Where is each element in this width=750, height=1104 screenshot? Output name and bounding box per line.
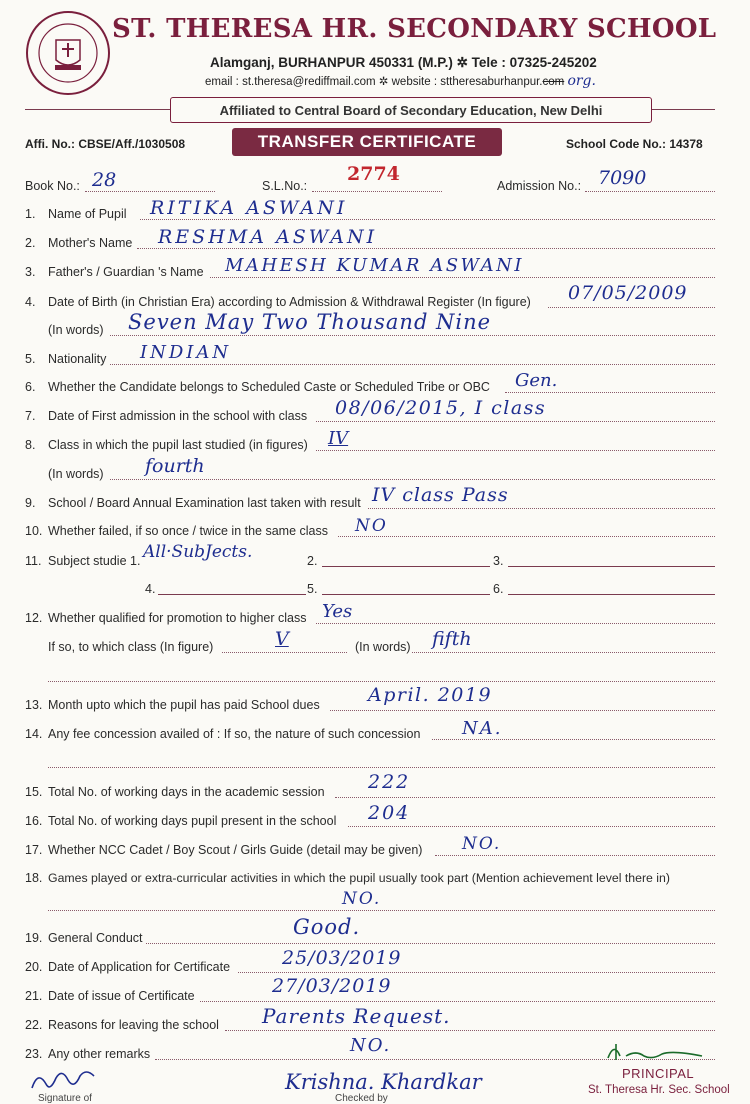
- f21-line: [200, 1001, 715, 1002]
- f23-value: NO.: [350, 1035, 392, 1056]
- sl-label: S.L.No.:: [262, 179, 308, 193]
- f12-words-value: fifth: [432, 628, 472, 650]
- principal-school: St. Theresa Hr. Sec. School: [588, 1084, 730, 1096]
- f3-label: Father's / Guardian 's Name: [48, 265, 204, 279]
- f11-n4: 4.: [145, 582, 156, 596]
- f10-value: NO: [355, 516, 388, 536]
- f11-label: Subject studie 1.: [48, 554, 141, 568]
- f11-line3: [508, 566, 715, 567]
- f20-line: [238, 972, 715, 973]
- f22-num: 22.: [25, 1018, 43, 1032]
- f4-words-line: [110, 335, 715, 336]
- f1-label: Name of Pupil: [48, 207, 127, 221]
- f22-line: [225, 1030, 715, 1031]
- f17-label: Whether NCC Cadet / Boy Scout / Girls Guide (detail may be given): [48, 843, 423, 857]
- f1-value: RITIKA ASWANI: [150, 197, 348, 219]
- f16-label: Total No. of working days pupil present in the school: [48, 814, 337, 828]
- f15-num: 15.: [25, 785, 43, 799]
- f7-label: Date of First admission in the school with class: [48, 409, 308, 423]
- f10-label: Whether failed, if so once / twice in the same class: [48, 524, 328, 538]
- f20-value: 25/03/2019: [282, 947, 402, 969]
- book-label: Book No.:: [25, 179, 80, 193]
- f19-num: 19.: [25, 931, 43, 945]
- f2-line: [137, 248, 715, 249]
- f18-value: NO.: [342, 889, 382, 909]
- f23-label: Any other remarks: [48, 1047, 151, 1061]
- f16-value: 204: [368, 802, 411, 824]
- school-seal: [25, 10, 111, 96]
- f21-label: Date of issue of Certificate: [48, 989, 195, 1003]
- f18-line: [48, 910, 715, 911]
- f12-label: Whether qualified for promotion to higher class: [48, 611, 307, 625]
- f8-line: [316, 450, 715, 451]
- book-value: 28: [92, 169, 117, 191]
- f19-label: General Conduct: [48, 931, 143, 945]
- f12-value: Yes: [322, 601, 353, 622]
- school-address: Alamganj, BURHANPUR 450331 (M.P.) ✲ Tele : 07325-245202: [210, 55, 597, 70]
- f8-value: IV: [328, 428, 349, 449]
- adm-label: Admission No.:: [497, 179, 582, 193]
- f12-line: [316, 623, 715, 624]
- f12-words-line: [412, 652, 715, 653]
- f1-line: [140, 219, 715, 220]
- checked-by-signature: Krishna. Khardkar: [285, 1070, 482, 1094]
- f6-value: Gen.: [515, 370, 558, 391]
- f11-n3: 3.: [493, 554, 504, 568]
- f14-num: 14.: [25, 727, 43, 741]
- contact-text: email : st.theresa@rediffmail.com ✲ website : sttheresaburhanpur.: [205, 76, 543, 88]
- f11-num: 11.: [25, 554, 42, 568]
- sl-line: [312, 191, 442, 192]
- f12-sub-line: [222, 652, 347, 653]
- f11-line6: [508, 594, 715, 595]
- f10-num: 10.: [25, 524, 43, 538]
- f14-line: [432, 739, 715, 740]
- f11-n6: 6.: [493, 582, 504, 596]
- f20-label: Date of Application for Certificate: [48, 960, 231, 974]
- f13-line: [330, 710, 715, 711]
- f5-line: [110, 364, 715, 365]
- f13-label: Month upto which the pupil has paid School dues: [48, 698, 320, 712]
- f11-line2: [322, 566, 490, 567]
- f8-words-label: (In words): [48, 467, 104, 481]
- affiliation-box: Affiliated to Central Board of Secondary Education, New Delhi: [170, 97, 652, 123]
- f4-value: 07/05/2009: [568, 282, 688, 304]
- f11-n2: 2.: [307, 554, 318, 568]
- f11-n5: 5.: [307, 582, 318, 596]
- f21-num: 21.: [25, 989, 43, 1003]
- signature-label: Signature of: [38, 1093, 92, 1104]
- f15-value: 222: [368, 771, 411, 793]
- f13-num: 13.: [25, 698, 43, 712]
- f19-value: Good.: [293, 915, 361, 939]
- f17-value: NO.: [462, 834, 502, 854]
- f19-line: [146, 943, 715, 944]
- f12-sub-label: If so, to which class (In figure): [48, 640, 214, 654]
- f7-value: 08/06/2015, I class: [335, 397, 547, 419]
- f4-num: 4.: [25, 295, 36, 309]
- book-line: [85, 191, 215, 192]
- f11-line4: [158, 594, 306, 595]
- f2-value: RESHMA ASWANI: [158, 226, 378, 248]
- f12-num: 12.: [25, 611, 43, 625]
- f11-value: All·SubJects.: [143, 542, 253, 562]
- f18-num: 18.: [25, 871, 43, 885]
- f15-label: Total No. of working days in the academic session: [48, 785, 325, 799]
- signature-scribble-left: [28, 1066, 108, 1096]
- f12-words-label: (In words): [355, 640, 411, 654]
- f8-num: 8.: [25, 438, 36, 452]
- f9-line: [368, 508, 715, 509]
- affiliation-number: Affi. No.: CBSE/Aff./1030508: [25, 137, 186, 151]
- f9-value: IV class Pass: [372, 484, 509, 506]
- sl-value: 2774: [347, 163, 400, 185]
- f17-line: [435, 855, 715, 856]
- contact-strike: com: [542, 76, 565, 88]
- f4-line: [548, 307, 715, 308]
- f21-value: 27/03/2019: [272, 975, 392, 997]
- adm-line: [585, 191, 715, 192]
- f6-line: [505, 392, 715, 393]
- contact-hand: org.: [567, 73, 596, 89]
- f1-num: 1.: [25, 207, 36, 221]
- f4-words-value: Seven May Two Thousand Nine: [128, 310, 492, 334]
- f22-value: Parents Request.: [262, 1004, 451, 1028]
- f3-value: MAHESH KUMAR ASWANI: [225, 255, 524, 276]
- f18-label: Games played or extra-curricular activities in which the pupil usually took part (Mention achievement level there in): [48, 871, 670, 885]
- f12-extra-line: [48, 681, 715, 682]
- f15-line: [335, 797, 715, 798]
- f20-num: 20.: [25, 960, 43, 974]
- f17-num: 17.: [25, 843, 43, 857]
- f4-label: Date of Birth (in Christian Era) according to Admission & Withdrawal Register (In figure): [48, 295, 531, 309]
- f8-words-value: fourth: [145, 455, 205, 477]
- f5-num: 5.: [25, 352, 36, 366]
- principal-signature: [600, 1038, 710, 1066]
- f10-line: [338, 536, 715, 537]
- f22-label: Reasons for leaving the school: [48, 1018, 219, 1032]
- f2-label: Mother's Name: [48, 236, 133, 250]
- f3-num: 3.: [25, 265, 36, 279]
- certificate-title: TRANSFER CERTIFICATE: [232, 128, 502, 156]
- f9-num: 9.: [25, 496, 36, 510]
- school-contact: [205, 73, 596, 89]
- f13-value: April. 2019: [368, 684, 493, 706]
- f2-num: 2.: [25, 236, 36, 250]
- f16-num: 16.: [25, 814, 43, 828]
- f11-line5: [322, 594, 490, 595]
- f3-line: [210, 277, 715, 278]
- f9-label: School / Board Annual Examination last taken with result: [48, 496, 361, 510]
- f16-line: [348, 826, 715, 827]
- f12-sub-value: V: [275, 628, 289, 650]
- f7-num: 7.: [25, 409, 36, 423]
- f14-extra-line: [48, 767, 715, 768]
- f5-label: Nationality: [48, 352, 107, 366]
- f8-words-line: [110, 479, 715, 480]
- principal-title: PRINCIPAL: [622, 1066, 695, 1081]
- f4-words-label: (In words): [48, 323, 104, 337]
- checked-label: Checked by: [335, 1093, 388, 1104]
- f7-line: [316, 421, 715, 422]
- f14-label: Any fee concession availed of : If so, the nature of such concession: [48, 727, 421, 741]
- f6-num: 6.: [25, 380, 36, 394]
- f5-value: INDIAN: [140, 342, 232, 363]
- f8-label: Class in which the pupil last studied (in figures): [48, 438, 308, 452]
- school-code: School Code No.: 14378: [566, 137, 703, 151]
- school-name: ST. THERESA HR. SECONDARY SCHOOL: [112, 14, 717, 44]
- f23-num: 23.: [25, 1047, 43, 1061]
- f6-label: Whether the Candidate belongs to Scheduled Caste or Scheduled Tribe or OBC: [48, 380, 490, 394]
- adm-value: 7090: [598, 167, 647, 189]
- f14-value: NA.: [462, 718, 503, 739]
